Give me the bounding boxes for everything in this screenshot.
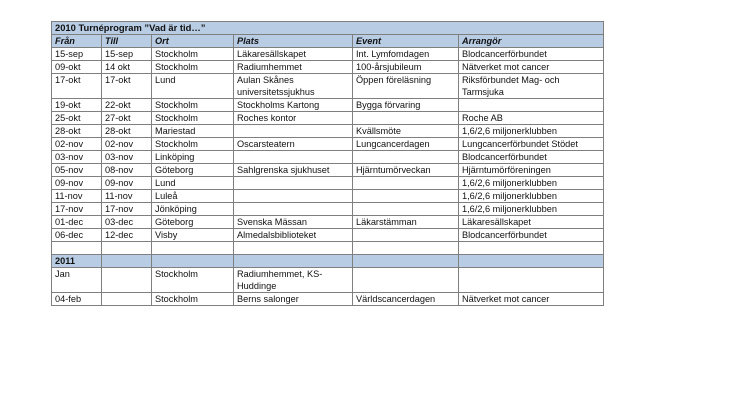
to-cell: 09-nov	[102, 177, 152, 190]
city-cell: Stockholm	[152, 112, 234, 125]
to-cell: 28-okt	[102, 125, 152, 138]
from-cell: 03-nov	[52, 151, 102, 164]
from-cell: 25-okt	[52, 112, 102, 125]
table-row	[52, 151, 604, 164]
organizer-cell: Roche AB	[459, 112, 604, 125]
organizer-cell	[459, 268, 604, 293]
to-cell: 15-sep	[102, 48, 152, 61]
header-city: Ort	[152, 35, 234, 48]
venue-cell	[234, 125, 353, 138]
from-cell	[52, 242, 102, 255]
to-cell: 03-dec	[102, 216, 152, 229]
from-cell: 19-okt	[52, 99, 102, 112]
table-row	[52, 164, 604, 177]
to-cell: 22-okt	[102, 99, 152, 112]
table-row	[52, 48, 604, 61]
city-cell: Lund	[152, 177, 234, 190]
from-cell: 17-nov	[52, 203, 102, 216]
table-title: 2010 Turnéprogram ”Vad är tid…”	[52, 22, 604, 35]
venue-cell: Läkaresällskapet	[234, 48, 353, 61]
city-cell: Jönköping	[152, 203, 234, 216]
venue-cell	[234, 203, 353, 216]
to-cell: 08-nov	[102, 164, 152, 177]
header-row	[52, 35, 604, 48]
venue-cell: Oscarsteatern	[234, 138, 353, 151]
to-cell	[102, 268, 152, 293]
table-row	[52, 190, 604, 203]
year-row-cell	[459, 255, 604, 268]
organizer-cell: 1,6/2,6 miljonerklubben	[459, 190, 604, 203]
venue-cell: Roches kontor	[234, 112, 353, 125]
table-row	[52, 229, 604, 242]
event-cell: Världscancerdagen	[353, 293, 459, 306]
from-cell: Jan	[52, 268, 102, 293]
table-row	[52, 125, 604, 138]
event-cell: Bygga förvaring	[353, 99, 459, 112]
city-cell: Göteborg	[152, 164, 234, 177]
event-cell	[353, 151, 459, 164]
event-cell	[353, 190, 459, 203]
event-cell: Kvällsmöte	[353, 125, 459, 138]
from-cell: 09-nov	[52, 177, 102, 190]
venue-cell: Sahlgrenska sjukhuset	[234, 164, 353, 177]
table-row	[52, 203, 604, 216]
to-cell: 02-nov	[102, 138, 152, 151]
year-row-cell	[353, 255, 459, 268]
venue-cell: Aulan Skånes universitetssjukhus	[234, 74, 353, 99]
to-cell: 03-nov	[102, 151, 152, 164]
table-body	[52, 22, 604, 306]
city-cell: Stockholm	[152, 61, 234, 74]
event-cell: Läkarstämman	[353, 216, 459, 229]
table-row	[52, 74, 604, 99]
city-cell: Luleå	[152, 190, 234, 203]
from-cell: 04-feb	[52, 293, 102, 306]
year-row-cell	[102, 255, 152, 268]
tour-schedule-table	[51, 21, 604, 306]
organizer-cell: Blodcancerförbundet	[459, 229, 604, 242]
event-cell	[353, 177, 459, 190]
city-cell: Mariestad	[152, 125, 234, 138]
organizer-cell: 1,6/2,6 miljonerklubben	[459, 125, 604, 138]
header-to: Till	[102, 35, 152, 48]
from-cell: 15-sep	[52, 48, 102, 61]
city-cell: Stockholm	[152, 99, 234, 112]
organizer-cell: Läkaresällskapet	[459, 216, 604, 229]
header-from: Från	[52, 35, 102, 48]
table-row	[52, 293, 604, 306]
year-2011-label: 2011	[52, 255, 102, 268]
city-cell: Stockholm	[152, 293, 234, 306]
venue-cell: Radiumhemmet	[234, 61, 353, 74]
to-cell: 17-okt	[102, 74, 152, 99]
city-cell: Stockholm	[152, 138, 234, 151]
event-cell: 100-årsjubileum	[353, 61, 459, 74]
event-cell	[353, 242, 459, 255]
organizer-cell: Lungcancerförbundet Stödet	[459, 138, 604, 151]
year-row-cell	[152, 255, 234, 268]
city-cell: Stockholm	[152, 48, 234, 61]
venue-cell	[234, 190, 353, 203]
event-cell	[353, 112, 459, 125]
organizer-cell: Blodcancerförbundet	[459, 48, 604, 61]
venue-cell: Radiumhemmet, KS-Huddinge	[234, 268, 353, 293]
city-cell: Lund	[152, 74, 234, 99]
table-row	[52, 99, 604, 112]
organizer-cell: 1,6/2,6 miljonerklubben	[459, 177, 604, 190]
venue-cell: Almedalsbiblioteket	[234, 229, 353, 242]
event-cell	[353, 268, 459, 293]
year-row	[52, 255, 604, 268]
city-cell: Linköping	[152, 151, 234, 164]
organizer-cell: 1,6/2,6 miljonerklubben	[459, 203, 604, 216]
header-venue: Plats	[234, 35, 353, 48]
from-cell: 17-okt	[52, 74, 102, 99]
organizer-cell: Hjärntumörföreningen	[459, 164, 604, 177]
venue-cell	[234, 151, 353, 164]
organizer-cell	[459, 242, 604, 255]
organizer-cell: Nätverket mot cancer	[459, 61, 604, 74]
organizer-cell: Nätverket mot cancer	[459, 293, 604, 306]
venue-cell	[234, 242, 353, 255]
to-cell: 14 okt	[102, 61, 152, 74]
year-row-cell	[234, 255, 353, 268]
venue-cell: Stockholms Kartong	[234, 99, 353, 112]
header-event: Event	[353, 35, 459, 48]
city-cell: Visby	[152, 229, 234, 242]
table-row	[52, 177, 604, 190]
empty-row	[52, 242, 604, 255]
to-cell: 27-okt	[102, 112, 152, 125]
table-row	[52, 268, 604, 293]
city-cell	[152, 242, 234, 255]
event-cell: Öppen föreläsning	[353, 74, 459, 99]
from-cell: 28-okt	[52, 125, 102, 138]
to-cell: 11-nov	[102, 190, 152, 203]
event-cell: Int. Lymfomdagen	[353, 48, 459, 61]
event-cell: Lungcancerdagen	[353, 138, 459, 151]
city-cell: Stockholm	[152, 268, 234, 293]
from-cell: 01-dec	[52, 216, 102, 229]
to-cell	[102, 293, 152, 306]
table-row	[52, 138, 604, 151]
city-cell: Göteborg	[152, 216, 234, 229]
venue-cell: Svenska Mässan	[234, 216, 353, 229]
header-organizer: Arrangör	[459, 35, 604, 48]
from-cell: 02-nov	[52, 138, 102, 151]
event-cell	[353, 203, 459, 216]
event-cell	[353, 229, 459, 242]
table-row	[52, 61, 604, 74]
from-cell: 09-okt	[52, 61, 102, 74]
venue-cell: Berns salonger	[234, 293, 353, 306]
from-cell: 11-nov	[52, 190, 102, 203]
venue-cell	[234, 177, 353, 190]
organizer-cell	[459, 99, 604, 112]
title-row	[52, 22, 604, 35]
from-cell: 05-nov	[52, 164, 102, 177]
event-cell: Hjärntumörveckan	[353, 164, 459, 177]
organizer-cell: Blodcancerförbundet	[459, 151, 604, 164]
table-row	[52, 112, 604, 125]
to-cell: 17-nov	[102, 203, 152, 216]
from-cell: 06-dec	[52, 229, 102, 242]
table-row	[52, 216, 604, 229]
organizer-cell: Riksförbundet Mag- och Tarmsjuka	[459, 74, 604, 99]
to-cell	[102, 242, 152, 255]
to-cell: 12-dec	[102, 229, 152, 242]
